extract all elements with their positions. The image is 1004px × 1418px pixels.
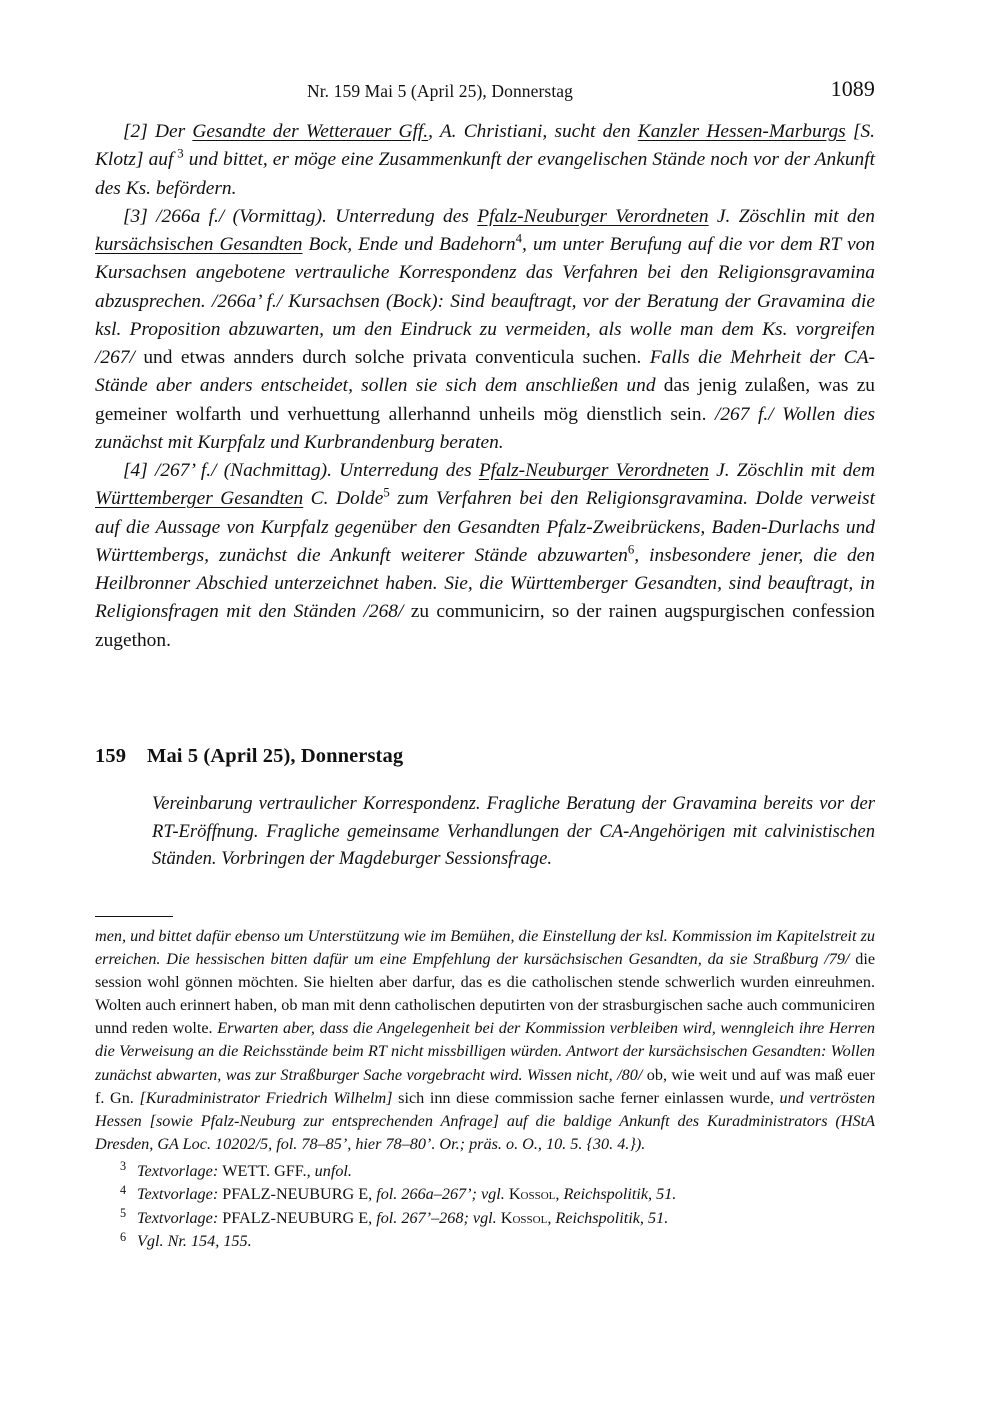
footnote-separator <box>95 916 173 917</box>
footnote-text: Textvorlage: WETT. GFF., unfol. <box>137 1161 352 1180</box>
running-head-title: Nr. 159 Mai 5 (April 25), Donnerstag <box>306 81 574 101</box>
footnote-marker: 5 <box>120 1206 127 1221</box>
paragraph-4: [4] /267’ f./ (Nachmittag). Unterredung des Pfalz-Neuburger Verordneten J. Zöschlin mit dem Württemberger Gesandten C. Dolde$^5$ zum Verfahren bei den Religionsgravamina. Dolde verweist auf die Aussage von Kurpfalz gegenüber den Gesandten Pfalz-Zweibrückens, Baden-Durlachs und Württembergs, zunächst die Ankunft weiterer Stände abzuwarten$^6$, insbesondere jener, die den Heilbronner Abschied unterzeichnet haben. Sie, die Württemberger Gesandten, sind beauftragt, in Religionsfragen mit den Ständen /268/ zu communicirn, so der rainen augspurgischen confession zugethon. <box>95 460 876 651</box>
paragraph-2: [2] Der Gesandte der Wetterauer Gff., A. Christiani, sucht den Kanzler Hessen-Marburgs [S. Klotz] auf $^3$ und bittet, er möge eine Zusammenkunft der evangelischen Stände noch vor der Ankunft des Ks. befördern. <box>95 121 876 199</box>
footnote-text: Textvorlage: PFALZ-NEUBURG E, fol. 266a–267’; vgl. Kossol, Reichspolitik, 51. <box>137 1185 677 1204</box>
footnote-text: Vgl. Nr. 154, 155. <box>137 1232 252 1251</box>
footnote-block <box>95 925 875 1254</box>
footnote-item <box>95 1183 875 1206</box>
footnote-marker: 3 <box>120 1159 127 1174</box>
footnote-text: Textvorlage: PFALZ-NEUBURG E, fol. 267’–268; vgl. Kossol, Reichspolitik, 51. <box>137 1208 669 1227</box>
footnote-item <box>95 1160 875 1183</box>
paragraph-3: [3] /266a f./ (Vormittag). Unterredung des Pfalz-Neuburger Verordneten J. Zöschlin mit den kursächsischen Gesandten Bock, Ende und Badehorn$^4$, um unter Berufung auf die vor dem RT von Kursachsen angebotene vertrauliche Korrespondenz das Verfahren bei den Religionsgravamina abzusprechen. /266a’ f./ Kursachsen (Bock): Sind beauftragt, vor der Beratung der Gravamina die ksl. Proposition abzuwarten, um den Eindruck zu vermeiden, als wolle man dem Ks. vorgreifen /267/ und etwas annders durch solche privata conventicula suchen. Falls die Mehrheit der CA-Stände aber anders entscheidet, sollen sie sich dem anschließen und das jenig zulaßen, was zu gemeiner wolfarth und verhuettung allerhannd unheils mög dienstlich sein. /267 f./ Wollen dies zunächst mit Kurpfalz und Kurbrandenburg beraten. <box>95 205 875 453</box>
section-heading <box>95 742 875 770</box>
footnote-continuation: men, und bittet dafür ebenso um Unterstützung wie im Bemühen, die Einstellung der ksl. Kommission im Kapitelstreit zu erreichen. Die hessischen bitten dafür um eine Empfehlung der kursächsischen Gesandten, da sie Straßburg /79/ die session wohl gönnen möchten. Sie hielten aber darfur, das es die catholischen stende schwerlich wurden einreuhmen. Wolten auch erinnert haben, ob man mit denn catholischen deputirten von der strasburgischen sache auch communiciren unnd reden wolte. Erwarten aber, dass die Angelegenheit bei der Kommission verbleiben wird, wenngleich ihre Herren die Verweisung an die Reichsstände beim RT nicht missbilligen würden. Antwort der kursächsischen Gesandten: Wollen zunächst abwarten, was zur Straßburger Sache vorgebracht wird. Wissen nicht, /80/ ob, wie weit und auf was maß euer f. Gn. [Kuradministrator Friedrich Wilhelm] sich inn diese commission sache ferner einlassen wurde, und vertrösten Hessen [sowie Pfalz-Neuburg zur entsprechenden Anfrage] auf die baldige Ankunft des Kuradministrators (HStA Dresden, GA Loc. 10202/5, fol. 78–85’, hier 78–80’. Or.; präs. o. O., 10. 5. {30. 4.}). <box>95 927 876 1153</box>
section-number: 159 <box>95 745 127 767</box>
footnote-list <box>95 1160 875 1254</box>
footnote-item <box>95 1207 875 1230</box>
footnote-item <box>95 1230 875 1253</box>
running-head <box>95 78 875 104</box>
body-text-block <box>95 118 875 655</box>
footnote-marker: 6 <box>120 1229 127 1244</box>
page-number: 1089 <box>830 76 875 101</box>
footnote-marker: 4 <box>120 1182 127 1197</box>
section-title: Mai 5 (April 25), Donnerstag <box>147 745 404 767</box>
section-abstract: Vereinbarung vertraulicher Korrespondenz. Fragliche Beratung der Gravamina bereits vor der RT-Eröffnung. Fragliche gemeinsame Verhandlungen der CA-Angehörigen mit calvinistischen Ständen. Vorbringen der Magdeburger Sessionsfrage. <box>152 793 875 869</box>
